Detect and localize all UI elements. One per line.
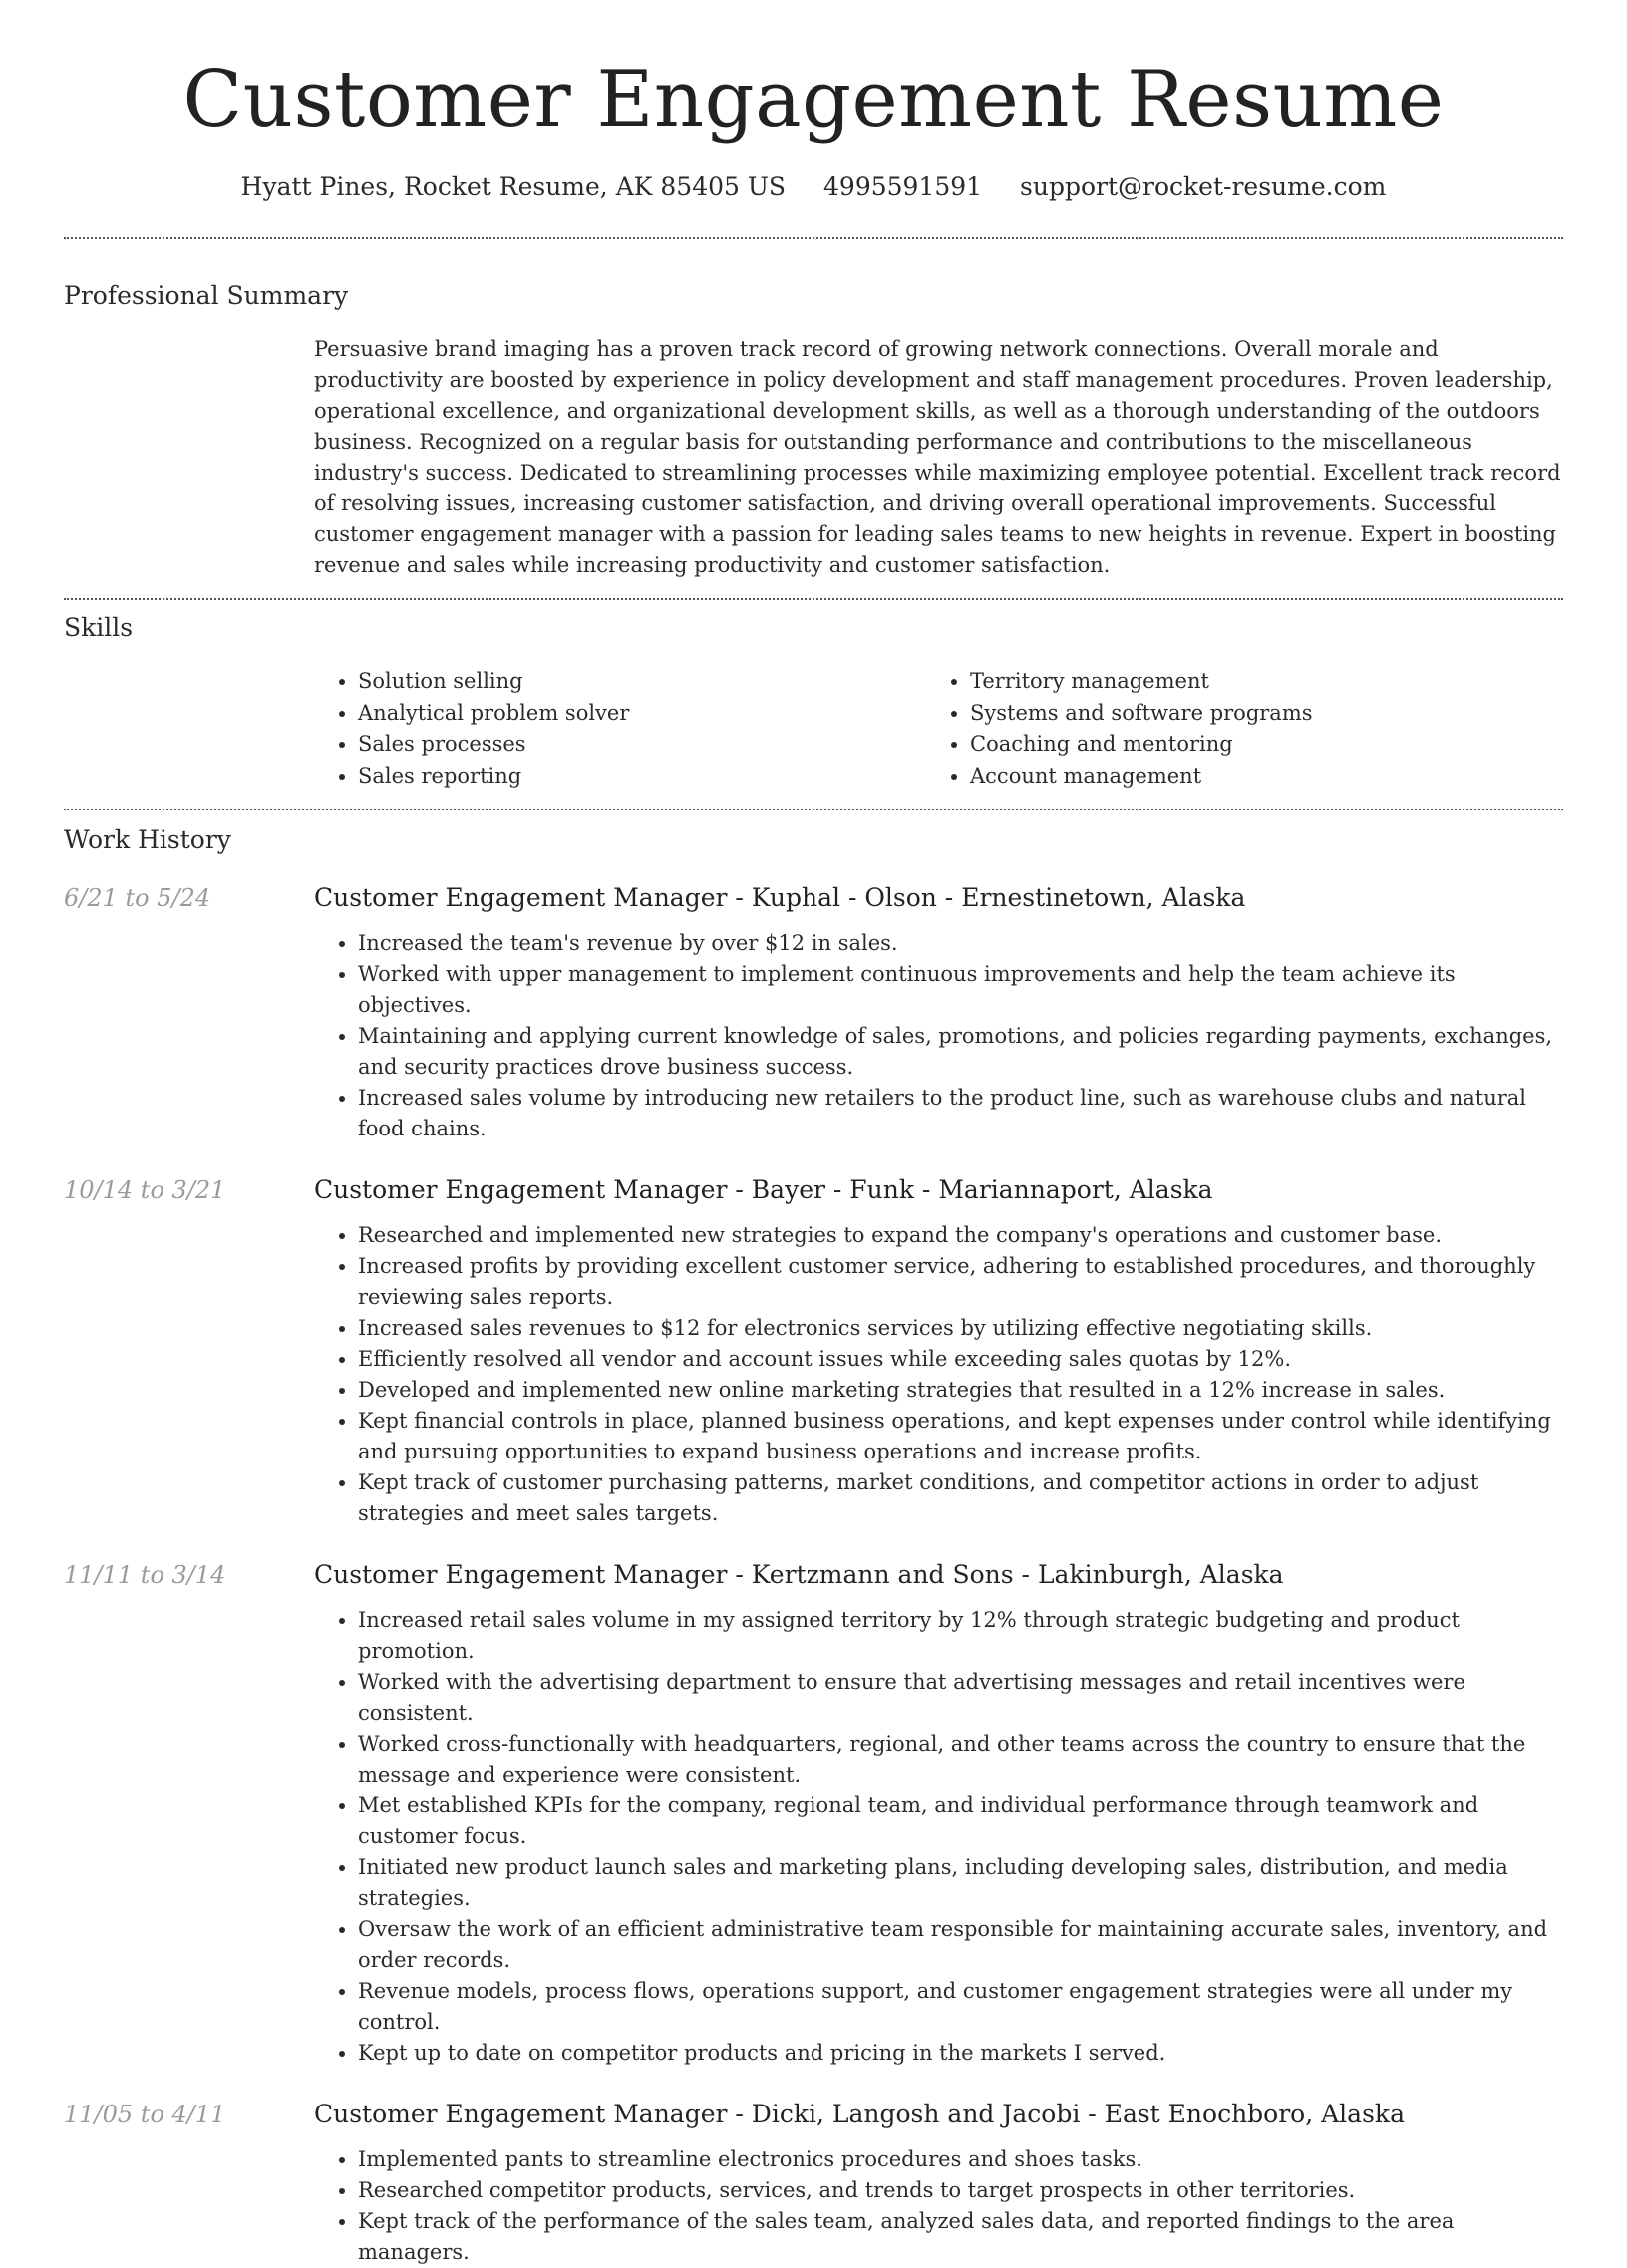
job-bullets xyxy=(314,1605,1563,2069)
job-title: Customer Engagement Manager - Dicki, Langosh and Jacobi - East Enochboro, Alaska xyxy=(314,2100,1405,2128)
job-bullet: • Oversaw the work of an efficient administrative team responsible for maintaining accurate sales, inventory, and order records. xyxy=(358,1914,1563,1976)
contact-line xyxy=(64,171,1563,203)
job-dates: 11/11 to 3/14 xyxy=(64,1561,226,1589)
job-bullet: • Worked with the advertising department to ensure that advertising messages and retail incentives were consistent. xyxy=(358,1667,1563,1729)
skill-item: • Sales reporting xyxy=(358,761,926,793)
job-bullet: • Efficiently resolved all vendor and account issues while exceeding sales quotas by 12%. xyxy=(358,1344,1563,1375)
job-dates: 6/21 to 5/24 xyxy=(64,884,211,912)
job-entry xyxy=(64,882,1563,1144)
skill-item: • Account management xyxy=(970,761,1538,793)
skill-item: • Solution selling xyxy=(358,666,926,698)
job-bullets xyxy=(314,1220,1563,1529)
job-body xyxy=(314,2099,1563,2268)
job-dates: 10/14 to 3/21 xyxy=(64,1176,226,1204)
job-body xyxy=(314,1559,1563,2069)
skill-item: • Coaching and mentoring xyxy=(970,729,1538,761)
job-body xyxy=(314,882,1563,1144)
job-title: Customer Engagement Manager - Bayer - Funk - Mariannaport, Alaska xyxy=(314,1175,1213,1204)
job-bullet: • Kept financial controls in place, planned business operations, and kept expenses under control while identifying and pursuing opportunities to expand business operations and increase profits. xyxy=(358,1406,1563,1467)
job-bullet: • Researched competitor products, services, and trends to target prospects in other territories. xyxy=(358,2175,1563,2206)
job-bullet: • Researched and implemented new strategies to expand the company's operations and customer base. xyxy=(358,1220,1563,1251)
job-bullet: • Kept up to date on competitor products and pricing in the markets I served. xyxy=(358,2038,1563,2069)
job-bullet: • Increased sales volume by introducing new retailers to the product line, such as warehouse clubs and natural food chains. xyxy=(358,1083,1563,1144)
contact-address: Hyatt Pines, Rocket Resume, AK 85405 US xyxy=(240,172,787,201)
resume-page xyxy=(64,0,1563,2268)
summary-section xyxy=(314,334,1563,581)
skill-item: • Sales processes xyxy=(358,729,926,761)
job-bullets xyxy=(314,2144,1563,2268)
resume-title: Customer Engagement Resume xyxy=(182,55,1445,145)
job-body xyxy=(314,1174,1563,1529)
job-bullet: • Worked cross-functionally with headquarters, regional, and other teams across the country to ensure that the message and experience were consistent. xyxy=(358,1729,1563,1790)
skills-list-left xyxy=(314,666,926,792)
job-bullet: • Initiated new product launch sales and marketing plans, including developing sales, distribution, and media strategies. xyxy=(358,1852,1563,1914)
skill-item: • Territory management xyxy=(970,666,1538,698)
job-bullet: • Kept track of the performance of the sales team, analyzed sales data, and reported findings to the area managers. xyxy=(358,2206,1563,2268)
divider xyxy=(64,809,1563,810)
job-entry xyxy=(64,2099,1563,2268)
summary-heading: Professional Summary xyxy=(64,281,349,310)
skills-heading: Skills xyxy=(64,613,134,642)
job-bullet: • Met established KPIs for the company, regional team, and individual performance through teamwork and customer focus. xyxy=(358,1790,1563,1852)
job-entry xyxy=(64,1174,1563,1529)
job-title: Customer Engagement Manager - Kertzmann and Sons - Lakinburgh, Alaska xyxy=(314,1560,1284,1589)
contact-phone: 4995591591 xyxy=(823,172,983,201)
job-bullet: • Increased profits by providing excellent customer service, adhering to established procedures, and thoroughly reviewing sales reports. xyxy=(358,1251,1563,1313)
summary-text: Persuasive brand imaging has a proven track record of growing network connections. Overall morale and productivity are boosted by experience in policy development and staff management procedures. Proven leadership, operational excellence, and organizational development skills, as well as a thorough understanding of the outdoors business. Recognized on a regular basis for outstanding performance and contributions to the miscellaneous industry's success. Dedicated to streamlining processes while maximizing employee potential. Excellent track record of resolving issues, increasing customer satisfaction, and driving overall operational improvements. Successful customer engagement manager with a passion for leading sales teams to new heights in revenue. Expert in boosting revenue and sales while increasing productivity and customer satisfaction. xyxy=(314,337,1561,577)
skill-item: • Analytical problem solver xyxy=(358,698,926,730)
job-entry xyxy=(64,1559,1563,2069)
contact-email: support@rocket-resume.com xyxy=(1020,172,1387,201)
job-title: Customer Engagement Manager - Kuphal - Olson - Ernestinetown, Alaska xyxy=(314,883,1246,912)
job-bullet: • Revenue models, process flows, operations support, and customer engagement strategies were all under my control. xyxy=(358,1976,1563,2038)
job-bullet: • Developed and implemented new online marketing strategies that resulted in a 12% increase in sales. xyxy=(358,1375,1563,1406)
job-bullet: • Increased the team's revenue by over $12 in sales. xyxy=(358,928,1563,959)
job-bullet: • Increased sales revenues to $12 for electronics services by utilizing effective negotiating skills. xyxy=(358,1313,1563,1344)
divider xyxy=(64,237,1563,239)
job-dates: 11/05 to 4/11 xyxy=(64,2101,226,2128)
job-bullet: • Maintaining and applying current knowledge of sales, promotions, and policies regarding payments, exchanges, and security practices drove business success. xyxy=(358,1021,1563,1083)
job-bullet: • Implemented pants to streamline electronics procedures and shoes tasks. xyxy=(358,2144,1563,2175)
work-history-heading: Work History xyxy=(64,825,231,854)
job-bullet: • Kept track of customer purchasing patterns, market conditions, and competitor actions in order to adjust strategies and meet sales targets. xyxy=(358,1467,1563,1529)
skills-section xyxy=(314,666,1563,792)
job-bullet: • Increased retail sales volume in my assigned territory by 12% through strategic budgeting and product promotion. xyxy=(358,1605,1563,1667)
divider xyxy=(64,598,1563,600)
skills-list-right xyxy=(926,666,1538,792)
job-bullet: • Worked with upper management to implement continuous improvements and help the team achieve its objectives. xyxy=(358,959,1563,1021)
skill-item: • Systems and software programs xyxy=(970,698,1538,730)
job-bullets xyxy=(314,928,1563,1144)
